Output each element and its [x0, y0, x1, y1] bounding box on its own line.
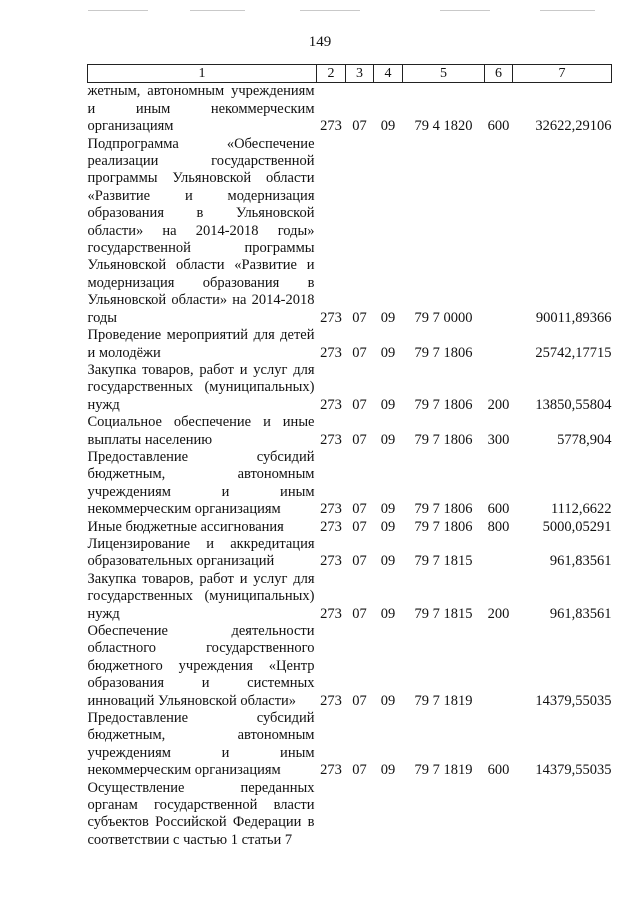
row-col-6: [485, 780, 513, 850]
row-amount: 90011,89366: [535, 309, 612, 326]
row-col-5: 79 7 1815: [414, 605, 473, 622]
row-col-3: 07: [352, 605, 367, 622]
table-header: [88, 65, 612, 83]
row-col-3: 07: [352, 396, 367, 413]
table-row: [88, 780, 612, 850]
row-col-2: 273: [320, 605, 342, 622]
col-header-4: 4: [374, 65, 403, 83]
table-row: [88, 449, 612, 519]
row-name: Проведение мероприятий для детей и молодёжи: [87, 327, 315, 361]
row-col-5: 79 7 1819: [414, 762, 473, 779]
row-col-5: 79 7 1815: [414, 553, 473, 570]
col-header-6: 6: [485, 65, 513, 83]
col-header-1: 1: [88, 65, 317, 83]
budget-table: [87, 64, 612, 849]
row-col-5: 79 7 1806: [414, 344, 473, 361]
row-col-4: 09: [380, 431, 396, 448]
scan-mark: [440, 10, 490, 11]
row-col-2: 273: [320, 518, 342, 535]
scan-mark: [190, 10, 245, 11]
scan-mark: [540, 10, 595, 11]
row-col-3: 07: [352, 309, 367, 326]
row-amount: 961,83561: [549, 553, 612, 570]
table-row: [88, 571, 612, 623]
row-col-3: 07: [352, 762, 367, 779]
row-col-4: 09: [380, 344, 396, 361]
row-col-4: 09: [380, 309, 396, 326]
row-name: жетным, автономным учреждениям и иным некоммерческим организациям: [87, 83, 315, 135]
row-amount: 961,83561: [549, 605, 612, 622]
row-col-3: 07: [352, 501, 367, 518]
col-header-5: 5: [403, 65, 485, 83]
row-name: Предоставление субсидий бюджетным, автономным учреждениям и иным некоммерческим организациям: [87, 448, 315, 518]
col-header-2: 2: [317, 65, 346, 83]
row-col-3: [346, 780, 374, 850]
row-col-3: 07: [352, 431, 367, 448]
row-amount: 14379,55035: [535, 692, 612, 709]
row-col-5: 79 7 1806: [414, 501, 473, 518]
row-name: Осуществление переданных органам государственной власти субъектов Российской Федерации в соответствии с частью 1 статьи 7: [87, 779, 315, 848]
row-col-6: [485, 136, 513, 327]
row-amount: 13850,55804: [535, 396, 612, 413]
row-col-3: 07: [352, 692, 367, 709]
row-col-4: [374, 780, 403, 850]
row-col-5: 79 7 1819: [414, 692, 473, 709]
table-row: [88, 362, 612, 414]
row-name: Обеспечение деятельности областного государственного бюджетного учреждения «Центр образования и системных инноваций Ульяновской области»: [87, 623, 315, 709]
row-col-6: 300: [487, 431, 510, 448]
row-col-5: 79 7 1806: [414, 396, 473, 413]
row-col-3: 07: [352, 518, 367, 535]
row-col-3: 07: [352, 118, 367, 135]
col-header-7: 7: [513, 65, 612, 83]
scan-mark: [300, 10, 360, 11]
row-name: Социальное обеспечение и иные выплаты населению: [87, 414, 315, 448]
row-col-6: 600: [487, 762, 510, 779]
row-col-6: [485, 623, 513, 710]
row-col-4: 09: [380, 518, 396, 535]
row-amount: [513, 780, 612, 850]
row-col-4: 09: [380, 692, 396, 709]
row-col-3: 07: [352, 553, 367, 570]
row-amount: 32622,29106: [535, 118, 612, 135]
table-row: [88, 536, 612, 571]
row-name: Подпрограмма «Обеспечение реализации государственной программы Ульяновской области «Развитие и модернизация образования в Ульяновской области» на 2014-2018 годы» государственной программы Ульяновской области «Развитие и модернизация образования в Ульяновской области» на 2014-2018 годы: [87, 135, 315, 326]
row-amount: 1112,6622: [550, 501, 612, 518]
row-col-2: 273: [320, 692, 342, 709]
row-col-4: 09: [380, 762, 396, 779]
table-row: [88, 710, 612, 780]
table-row: [88, 327, 612, 362]
row-col-6: [485, 327, 513, 362]
page-number: 149: [308, 34, 332, 50]
row-name: Закупка товаров, работ и услуг для государственных (муниципальных) нужд: [87, 570, 315, 622]
row-col-6: [485, 536, 513, 571]
col-header-3: 3: [346, 65, 374, 83]
row-col-2: 273: [320, 553, 342, 570]
row-col-6: 200: [487, 605, 510, 622]
row-name: Закупка товаров, работ и услуг для государственных (муниципальных) нужд: [87, 361, 315, 413]
row-col-2: [317, 780, 346, 850]
row-col-5: 79 4 1820: [414, 118, 473, 135]
row-col-3: 07: [352, 344, 367, 361]
row-col-2: 273: [320, 762, 342, 779]
row-col-4: 09: [380, 396, 396, 413]
row-col-2: 273: [320, 118, 342, 135]
row-amount: 5778,904: [557, 431, 612, 448]
row-amount: 25742,17715: [535, 344, 612, 361]
scan-mark: [88, 10, 148, 11]
row-name: Предоставление субсидий бюджетным, автономным учреждениям и иным некоммерческим организациям: [87, 710, 315, 779]
row-name: Лицензирование и аккредитация образовательных организаций: [87, 535, 315, 570]
row-col-6: 600: [487, 118, 510, 135]
table-row: [88, 83, 612, 136]
row-name: Иные бюджетные ассигнования: [87, 518, 284, 535]
row-col-5: 79 7 0000: [414, 309, 473, 326]
table-row: [88, 623, 612, 710]
table-row: [88, 414, 612, 449]
row-col-4: 09: [380, 501, 396, 518]
row-col-6: 600: [487, 501, 510, 518]
row-col-6: 200: [487, 396, 510, 413]
row-amount: 5000,05291: [542, 518, 612, 535]
row-col-2: 273: [320, 396, 342, 413]
row-col-6: 800: [487, 518, 510, 535]
table-row: [88, 136, 612, 327]
row-col-5: 79 7 1806: [414, 518, 473, 535]
row-col-5: 79 7 1806: [414, 431, 473, 448]
row-col-2: 273: [320, 344, 342, 361]
row-col-4: 09: [380, 605, 396, 622]
row-col-2: 273: [320, 431, 342, 448]
row-col-5: [403, 780, 485, 850]
row-amount: 14379,55035: [535, 762, 612, 779]
row-col-4: 09: [380, 553, 396, 570]
table-row: [88, 519, 612, 536]
row-col-2: 273: [320, 501, 342, 518]
row-col-2: 273: [320, 309, 342, 326]
row-col-4: 09: [380, 118, 396, 135]
